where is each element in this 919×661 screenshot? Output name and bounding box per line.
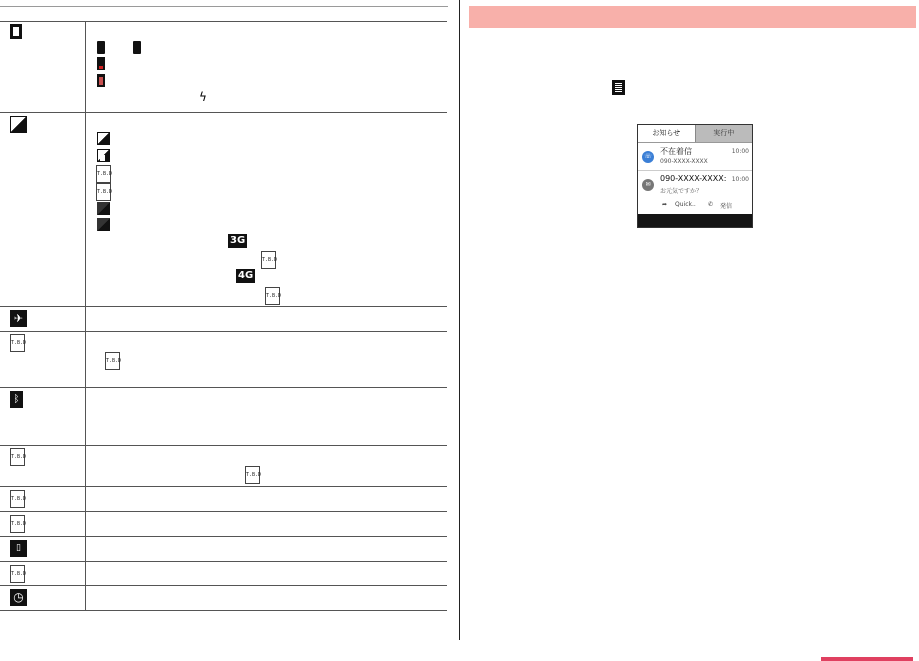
alarm-icon: ◷ — [10, 589, 27, 606]
table-row-battery — [0, 22, 447, 113]
tbd-icon: T.B.D — [261, 251, 276, 269]
bolt-icon: ϟ — [199, 90, 207, 104]
icon-cell — [0, 113, 86, 307]
signal-icon — [10, 116, 27, 133]
notification-panel-screenshot — [637, 124, 753, 228]
quick-reply-label: Quick.. — [675, 201, 696, 208]
icon-cell — [0, 537, 86, 562]
tbd-icon: T.B.D — [10, 334, 25, 352]
notification-item — [638, 171, 752, 198]
notification-title: 090-XXXX-XXXX: — [660, 174, 727, 183]
top-rule — [0, 6, 448, 7]
tbd-icon: T.B.D — [96, 183, 111, 201]
column-divider — [459, 0, 460, 640]
menu-icon — [612, 80, 625, 95]
table-row-tbd — [0, 562, 447, 586]
description-cell — [86, 512, 448, 537]
table-row-alarm — [0, 586, 447, 611]
phone-icon: ✆ — [708, 201, 714, 208]
notification-item — [638, 143, 752, 171]
description-cell — [86, 22, 448, 113]
signal-none-icon — [97, 218, 110, 231]
nav-bar — [638, 214, 752, 227]
table-row-tbd — [0, 446, 447, 487]
message-icon: ✉ — [642, 179, 654, 191]
notification-actions — [638, 197, 752, 213]
description-cell — [86, 113, 448, 307]
description-cell — [86, 562, 448, 586]
tbd-icon: T.B.D — [10, 515, 25, 533]
icon-cell — [0, 307, 86, 332]
notification-subtitle: お元気ですか？ — [660, 188, 703, 195]
missed-call-icon: ☏ — [642, 151, 654, 163]
notification-tabs — [638, 125, 752, 143]
description-cell — [86, 446, 448, 487]
battery-low-icon — [97, 57, 105, 70]
description-cell — [86, 388, 448, 446]
icon-cell — [0, 562, 86, 586]
battery-charging-icon — [133, 41, 141, 54]
bluetooth-icon: ᛒ — [10, 391, 23, 408]
tbd-icon: T.B.D — [10, 448, 25, 466]
battery-empty-icon — [97, 74, 105, 87]
tbd-icon: T.B.D — [10, 565, 25, 583]
section-header-bar — [469, 6, 916, 28]
notification-title: 不在着信 — [660, 147, 692, 156]
tab-notifications: お知らせ — [652, 129, 681, 137]
vibrate-icon: ▯ — [10, 540, 27, 557]
signal-full-icon — [97, 132, 110, 145]
table-row-vibrate — [0, 537, 447, 562]
airplane-icon: ✈ — [10, 310, 27, 327]
notification-subtitle: 090-XXXX-XXXX — [660, 158, 708, 165]
signal-weak-icon — [97, 149, 110, 162]
table-row-signal — [0, 113, 447, 307]
icon-cell — [0, 586, 86, 611]
icon-cell — [0, 388, 86, 446]
description-cell — [86, 332, 448, 388]
tbd-icon: T.B.D — [96, 165, 111, 183]
tbd-icon: T.B.D — [265, 287, 280, 305]
reply-icon: ➦ — [662, 201, 668, 208]
table-row-tbd — [0, 487, 447, 512]
battery-full-icon — [97, 41, 105, 54]
notification-time: 10:00 — [731, 148, 749, 155]
tab-running: 実行中 — [695, 125, 753, 142]
icon-cell — [0, 487, 86, 512]
call-label: 発信 — [720, 203, 733, 210]
signal-none-icon — [97, 202, 110, 215]
icon-cell — [0, 22, 86, 113]
table-row-tbd — [0, 512, 447, 537]
status-icon-table — [0, 21, 447, 611]
description-cell — [86, 537, 448, 562]
icon-cell — [0, 512, 86, 537]
description-cell — [86, 586, 448, 611]
battery-outline-icon — [10, 24, 22, 39]
table-row-tbd — [0, 332, 447, 388]
page-tab-marker — [821, 657, 913, 661]
table-row-airplane — [0, 307, 447, 332]
description-cell — [86, 487, 448, 512]
icon-cell — [0, 446, 86, 487]
table-row-bluetooth — [0, 388, 447, 446]
tbd-icon: T.B.D — [105, 352, 120, 370]
tbd-icon: T.B.D — [245, 466, 260, 484]
description-cell — [86, 307, 448, 332]
tbd-icon: T.B.D — [10, 490, 25, 508]
icon-cell — [0, 332, 86, 388]
4g-icon: 4G — [238, 270, 254, 281]
3g-icon: 3G — [230, 235, 246, 246]
notification-time: 10:00 — [731, 176, 749, 183]
